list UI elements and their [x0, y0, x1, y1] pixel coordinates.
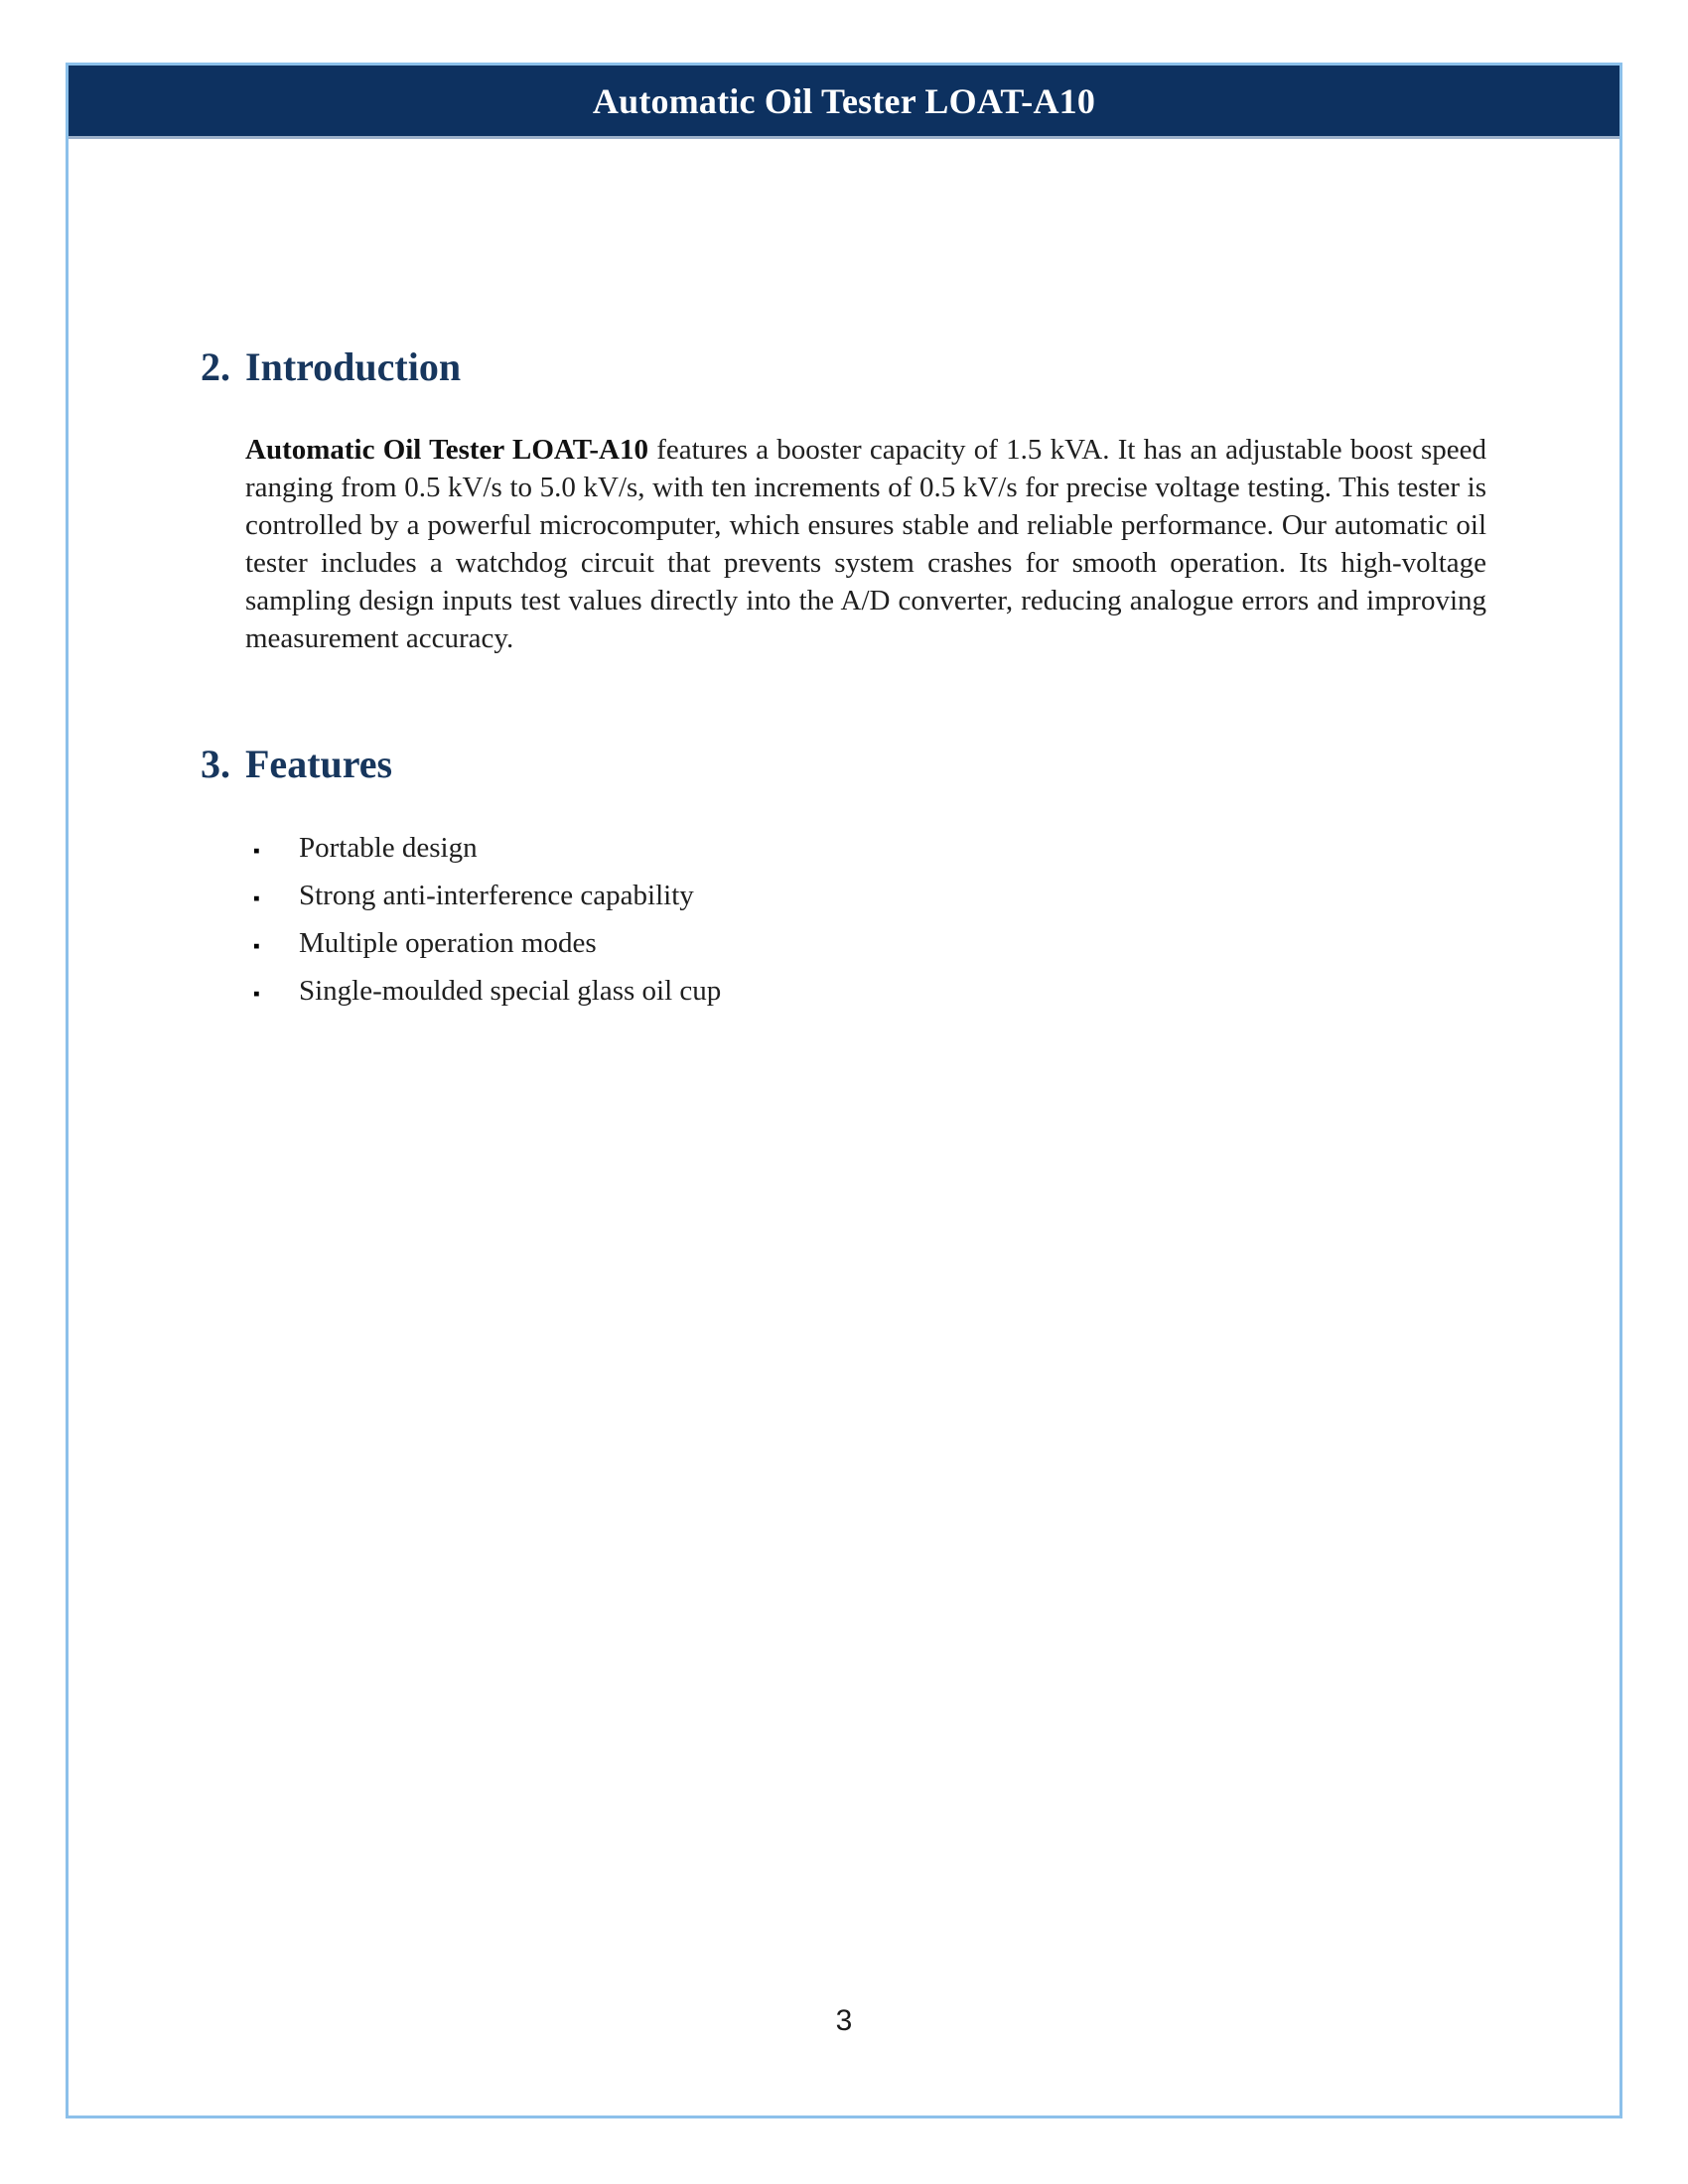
- list-item: [253, 921, 1490, 969]
- page-footer: [69, 2004, 1619, 2038]
- square-bullet-icon: ▪: [253, 888, 260, 909]
- feature-list: [253, 826, 1490, 1017]
- section-introduction: [201, 345, 1490, 657]
- introduction-paragraph: [245, 431, 1486, 657]
- section-features: [201, 743, 1490, 1017]
- section-number: 2.: [201, 344, 230, 389]
- section-number: 3.: [201, 742, 230, 786]
- page-content: [69, 345, 1619, 1017]
- page-border: [66, 63, 1622, 2118]
- page-number: 3: [835, 2004, 853, 2037]
- list-item: [253, 969, 1490, 1017]
- section-title: Features: [245, 742, 393, 786]
- introduction-paragraph-text: features a booster capacity of 1.5 kVA. It has an adjustable boost speed ranging from 0.5 kV/s to 5.0 kV/s, with ten increments of 0.5 kV/s for precise voltage testing. This tester is controlled by a powerful microcomputer, which ensures stable and reliable performance. Our automatic oil tester includes a watchdog circuit that prevents system crashes for smooth operation. Its high-voltage sampling design inputs test values directly into the A/D converter, reducing analogue errors and improving measurement accuracy.: [245, 434, 1486, 654]
- square-bullet-icon: ▪: [253, 841, 260, 862]
- square-bullet-icon: ▪: [253, 984, 260, 1005]
- section-heading-features: [201, 743, 1490, 786]
- section-title: Introduction: [245, 344, 462, 389]
- section-heading-introduction: [201, 345, 1490, 389]
- list-item: [253, 874, 1490, 921]
- square-bullet-icon: ▪: [253, 936, 260, 957]
- product-name-bold: Automatic Oil Tester LOAT-A10: [245, 434, 648, 466]
- list-item: [253, 826, 1490, 874]
- feature-text: Strong anti-interference capability: [299, 880, 694, 911]
- document-title: Automatic Oil Tester LOAT-A10: [592, 80, 1096, 121]
- feature-text: Multiple operation modes: [299, 927, 597, 959]
- document-header-bar: [69, 66, 1619, 139]
- feature-text: Portable design: [299, 832, 478, 864]
- feature-text: Single-moulded special glass oil cup: [299, 975, 722, 1007]
